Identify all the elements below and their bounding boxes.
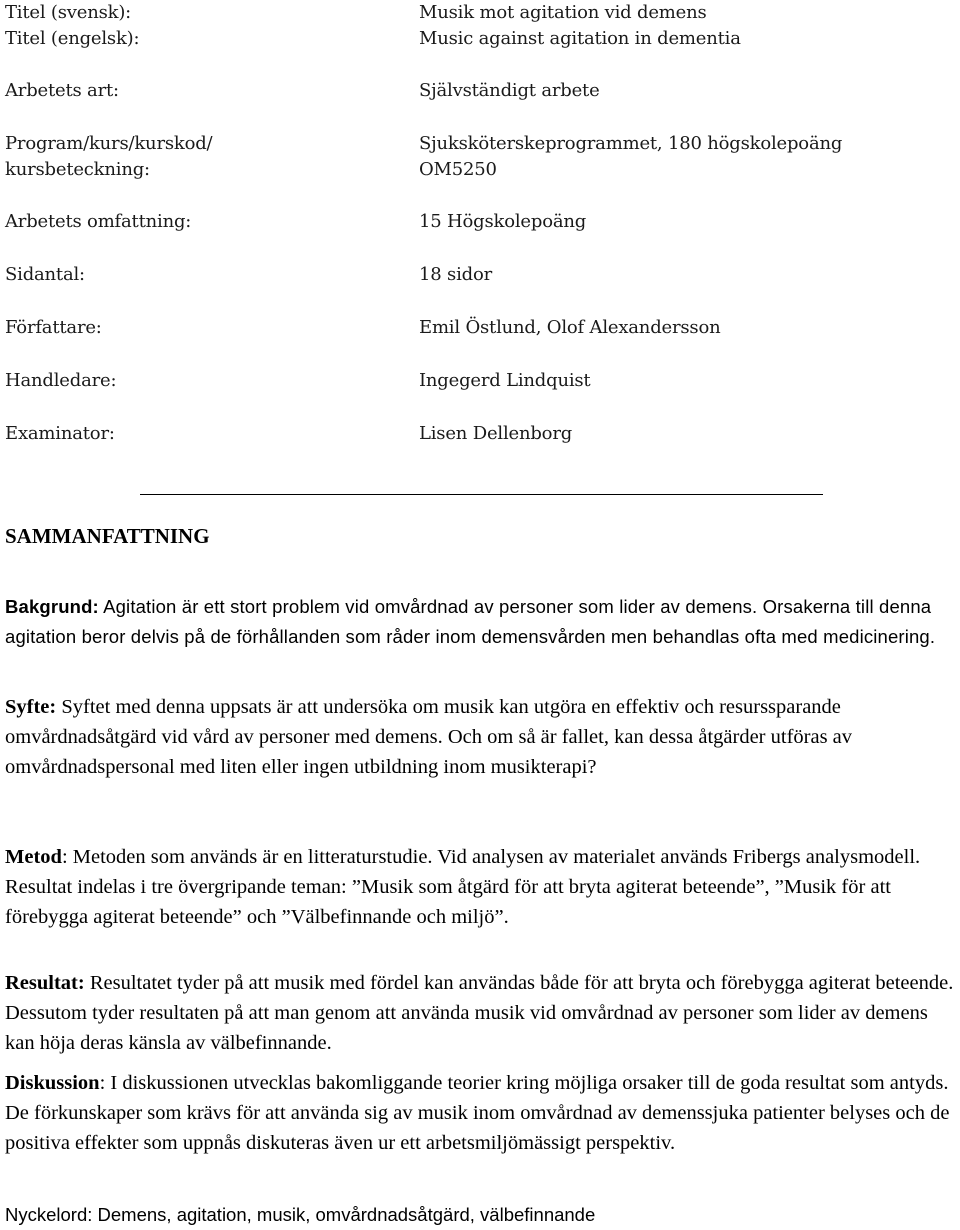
diskussion-text: : I diskussionen utvecklas bakomliggande teorier kring möjliga orsaker till de goda resultat som antyds. De förkunskaper som krävs för att använda sig av musik inom omvårdnad av demenssjuka patienter belyses och de positiva effekter som uppnås diskuteras även ur ett arbetsmiljömässigt perspektiv. [5, 1072, 950, 1154]
meta-label: Arbetets art: [5, 80, 119, 101]
meta-label: Handledare: [5, 370, 117, 391]
bakgrund-text: Agitation är ett stort problem vid omvårdnad av personer som lider av demens. Orsakerna till denna agitation beror delvis på de förhållanden som råder inom demensvården men behandlas ofta med medicinering. [5, 596, 936, 647]
syfte-label: Syfte: [5, 696, 57, 718]
syfte-text: Syftet med denna uppsats är att undersöka om musik kan utgöra en effektiv och resurssparande omvårdnadsåtgärd vid vård av personer med demens. Och om så är fallet, kan dessa åtgärder utföras av omvårdnadspersonal med liten eller ingen utbildning inom musikterapi? [5, 696, 853, 778]
meta-label: kursbeteckning: [5, 159, 150, 180]
paragraph-syfte [5, 692, 960, 782]
meta-label: Författare: [5, 317, 102, 338]
meta-value: OM5250 [419, 159, 497, 180]
meta-value: Sjuksköterskeprogrammet, 180 högskolepoäng [419, 133, 843, 154]
metod-text: : Metoden som används är en litteraturstudie. Vid analysen av materialet används Fribergs analysmodell. Resultat indelas i tre övergripande teman: ”Musik som åtgärd för att bryta agiterat beteende”, ”Musik för att förebygga agiterat beteende” och ”Välbefinnande och miljö”. [5, 846, 921, 928]
keywords: Nyckelord: Demens, agitation, musik, omvårdnadsåtgärd, välbefinnande [5, 1204, 596, 1225]
meta-label: Examinator: [5, 423, 115, 444]
resultat-label: Resultat: [5, 972, 85, 994]
meta-value: Ingegerd Lindquist [419, 370, 591, 391]
meta-label: Arbetets omfattning: [5, 211, 192, 232]
divider-line [140, 494, 823, 495]
summary-heading: SAMMANFATTNING [5, 524, 210, 548]
meta-label: Program/kurs/kurskod/ [5, 133, 213, 154]
meta-value: 15 Högskolepoäng [419, 211, 587, 232]
meta-value: Emil Östlund, Olof Alexandersson [419, 317, 721, 338]
paragraph-metod [5, 842, 960, 932]
meta-value: 18 sidor [419, 264, 492, 285]
meta-label: Titel (engelsk): [5, 28, 140, 49]
bakgrund-label: Bakgrund: [5, 596, 99, 617]
diskussion-label: Diskussion [5, 1072, 100, 1094]
meta-label: Titel (svensk): [5, 2, 132, 23]
paragraph-diskussion [5, 1068, 960, 1158]
meta-value: Musik mot agitation vid demens [419, 2, 707, 23]
metod-label: Metod [5, 846, 62, 868]
meta-value: Självständigt arbete [419, 80, 600, 101]
paragraph-resultat [5, 968, 960, 1058]
meta-value: Lisen Dellenborg [419, 423, 573, 444]
resultat-text: Resultatet tyder på att musik med fördel kan användas både för att bryta och förebygga agiterat beteende. Dessutom tyder resultaten på att man genom att använda musik vid omvårdnad av personer som lider av demens kan höja deras känsla av välbefinnande. [5, 972, 954, 1054]
meta-value: Music against agitation in dementia [419, 28, 741, 49]
paragraph-bakgrund [5, 592, 960, 652]
meta-label: Sidantal: [5, 264, 85, 285]
